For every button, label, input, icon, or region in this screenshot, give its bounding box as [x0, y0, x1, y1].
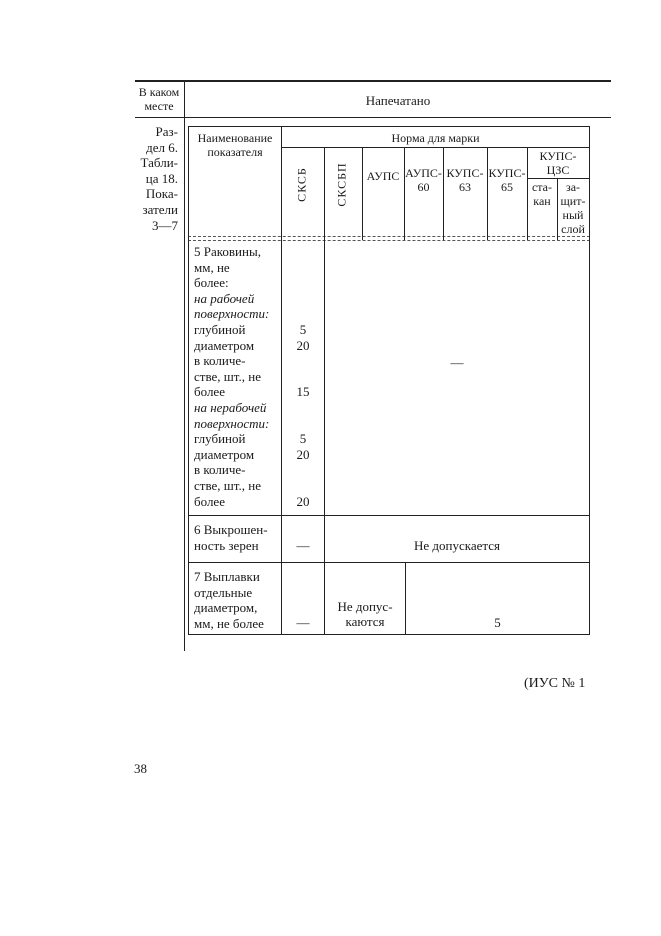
grade-kups-tszs-line1: КУПС- — [539, 149, 577, 163]
row5-line: на рабочей — [194, 290, 255, 306]
tszs-sub-rule — [527, 178, 590, 179]
row6-bottom — [188, 562, 590, 563]
row5-line: стве, шт., не — [194, 368, 261, 384]
page-number: 38 — [134, 761, 147, 776]
location-line: затели — [142, 201, 178, 217]
grade-kups63-line1: КУПС- — [446, 166, 484, 180]
grade-kups-tszs-line2: ЦЗС — [546, 163, 570, 177]
location-line: 3—7 — [152, 217, 178, 233]
row5-value — [282, 244, 324, 260]
row6-line1: 6 Выкрошен- — [194, 522, 268, 537]
location-line: Табли- — [140, 155, 178, 171]
row5-value: 20 — [296, 446, 310, 462]
row7-sksbp-line1: Не допус- — [337, 599, 393, 614]
norm-header: Норма для марки — [391, 131, 480, 145]
row6-others: Не допускается — [414, 538, 500, 553]
row5-line: в количе- — [194, 353, 246, 369]
row5-line: более: — [194, 275, 229, 291]
table-right — [589, 126, 590, 634]
row5-bottom — [188, 515, 590, 516]
row5-value — [282, 478, 324, 494]
where-label-line1: В каком — [138, 85, 180, 99]
row5-line: диаметром — [194, 446, 255, 462]
location-line: дел 6. — [146, 139, 178, 155]
col-name-line2: показателя — [207, 145, 263, 159]
row5-value — [282, 306, 324, 322]
footer-reference: (ИУС № 1 — [524, 676, 586, 691]
row5-line: на нерабочей — [194, 399, 267, 415]
grade-aups60-line2: 60 — [417, 180, 430, 194]
grade-stakan — [527, 180, 557, 208]
location-line: Пока- — [145, 186, 178, 202]
row5-value — [282, 353, 324, 369]
row6-sksb: — — [296, 538, 310, 553]
grade-kups63 — [443, 166, 487, 194]
grade-zash-line1: за- — [565, 180, 581, 194]
row6-line2: ность зерен — [194, 537, 259, 553]
table-left — [188, 126, 189, 634]
table-top — [188, 126, 590, 127]
grade-kups63-line2: 63 — [459, 180, 471, 194]
norm-header-rule — [281, 147, 590, 148]
where-label — [134, 85, 184, 113]
header-bottom-dash2 — [188, 240, 590, 241]
row7-sksb: — — [296, 615, 310, 630]
grade-zash — [557, 180, 589, 236]
row5-value — [282, 291, 324, 307]
grade-aups60 — [404, 166, 443, 194]
printed-label: Напечатано — [365, 93, 431, 108]
row5-value — [282, 369, 324, 385]
row5-sksb-values — [282, 244, 324, 509]
row5-line: мм, не — [194, 259, 230, 275]
grade-kups-tszs — [527, 149, 589, 177]
row5-line: поверхности: — [194, 306, 270, 322]
grade-kups65-line2: 65 — [501, 180, 513, 194]
row5-line: глубиной — [194, 431, 246, 447]
row7-name — [194, 569, 264, 631]
row5-value — [282, 462, 324, 478]
row5-name — [194, 244, 269, 509]
grade-zash-line4: слой — [561, 222, 585, 236]
row5-value: 5 — [299, 321, 307, 337]
row7-sksbp-line2: каются — [345, 614, 385, 629]
grade-zash-line2: щит- — [560, 194, 586, 208]
row5-value — [282, 400, 324, 416]
row7-line3: диаметром, — [194, 600, 258, 616]
row5-value — [282, 416, 324, 432]
grade-kups65-line1: КУПС- — [488, 166, 526, 180]
row5-line: в количе- — [194, 462, 246, 478]
row5-value: 5 — [299, 431, 307, 447]
grade-kups65 — [487, 166, 527, 194]
header-bottom-dash — [188, 236, 590, 237]
row5-value: 20 — [296, 337, 310, 353]
row5-others: — — [450, 355, 464, 370]
row5-value: 20 — [296, 493, 310, 509]
sksb-divider — [324, 147, 325, 634]
col-name-header — [189, 131, 281, 159]
row5-line: 5 Раковины, — [194, 244, 261, 259]
grade-aups: АУПС — [366, 169, 400, 183]
row7-line2: отдельные — [194, 584, 253, 600]
table-bottom — [188, 634, 590, 635]
location-line: ца 18. — [145, 170, 178, 186]
row5-line: глубиной — [194, 321, 246, 337]
row5-line: поверхности: — [194, 415, 270, 431]
outer-divider — [184, 81, 185, 651]
row5-line: более — [194, 493, 225, 509]
row7-sksbp — [325, 599, 405, 629]
grade-stakan-line2: кан — [533, 194, 551, 208]
grade-sksb: СКСБ — [294, 167, 309, 202]
grade-sksbp: СКСБП — [334, 162, 349, 207]
location-text — [140, 124, 178, 233]
col-name-line1: Наименование — [197, 131, 273, 145]
grade-aups60-line1: АУПС- — [405, 166, 442, 180]
where-label-line2: месте — [144, 99, 174, 113]
top-rule — [135, 80, 611, 82]
row5-line: стве, шт., не — [194, 477, 261, 493]
row5-value — [282, 260, 324, 276]
row5-line: диаметром — [194, 337, 255, 353]
sksbp-divider — [362, 147, 363, 240]
row5-line: более — [194, 384, 225, 400]
row5-value — [282, 275, 324, 291]
row7-others: 5 — [494, 615, 501, 630]
row7-line1: 7 Выплавки — [194, 569, 260, 584]
grade-zash-line3: ный — [562, 208, 584, 222]
row5-value: 15 — [296, 384, 310, 400]
location-line: Раз- — [155, 124, 178, 139]
header-bottom-rule — [135, 117, 611, 118]
grade-stakan-line1: ста- — [531, 180, 553, 194]
row7-line4: мм, не более — [194, 615, 264, 631]
row6-name — [194, 522, 268, 553]
